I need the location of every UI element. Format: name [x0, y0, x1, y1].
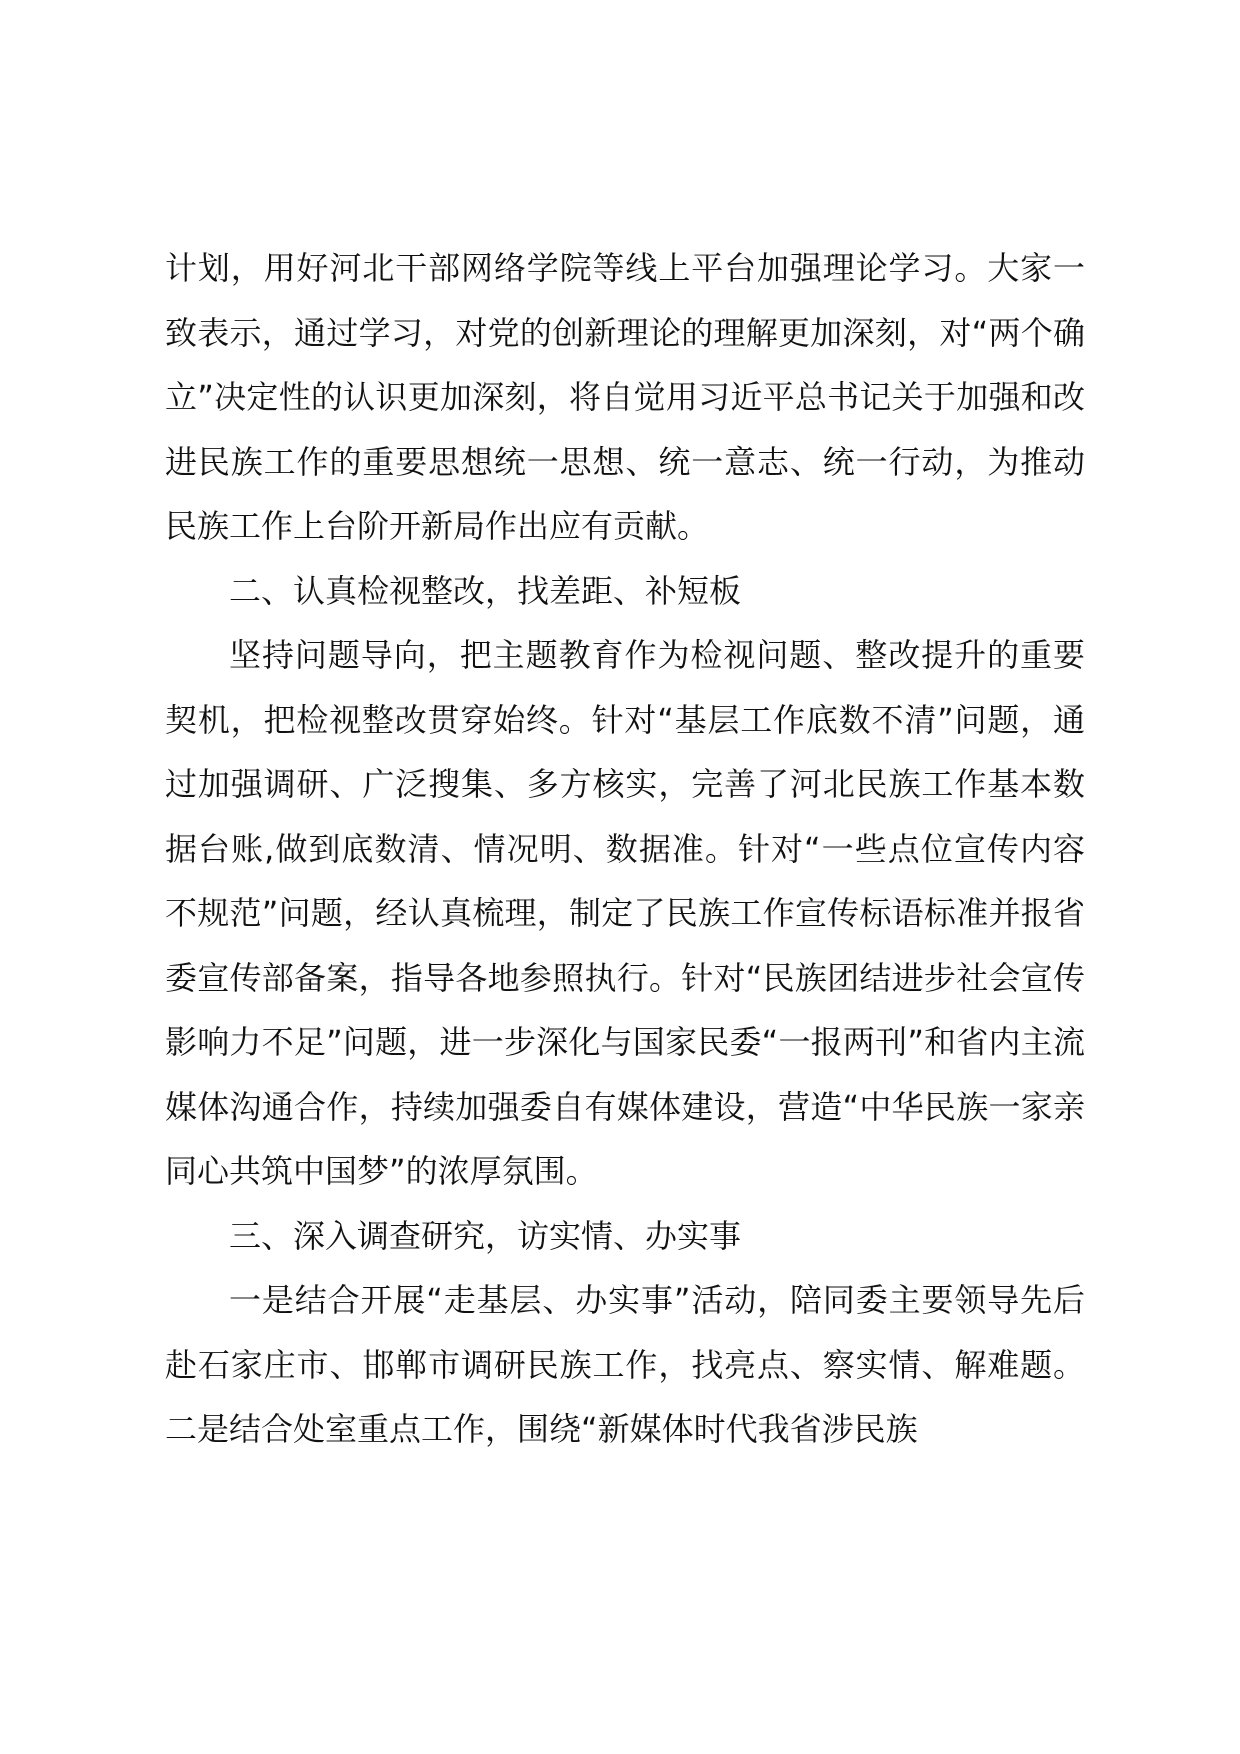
paragraph-rectification: 坚持问题导向，把主题教育作为检视问题、整改提升的重要契机，把检视整改贯穿始终。针对“基层工作底数不清”问题，通过加强调研、广泛搜集、多方核实，完善了河北民族工作基本数据台账,做到底数清、情况明、数据准。针对“一些点位宣传内容不规范”问题，经认真梳理，制定了民族工作宣传标语标准并报省委宣传部备案，指导各地参照执行。针对“民族团结进步社会宣传影响力不足”问题，进一步深化与国家民委“一报两刊”和省内主流媒体沟通合作，持续加强委自有媒体建设，营造“中华民族一家亲 同心共筑中国梦”的浓厚氛围。 [165, 636, 1085, 1190]
document-body [165, 236, 1085, 1462]
section-heading-2: 二、认真检视整改，找差距、补短板 [229, 571, 742, 610]
paragraph-research: 一是结合开展“走基层、办实事”活动，陪同委主要领导先后赴石家庄市、邯郸市调研民族工作，找亮点、察实情、解难题。二是结合处室重点工作，围绕“新媒体时代我省涉民族 [165, 1281, 1085, 1448]
section-heading-3: 三、深入调查研究，访实情、办实事 [229, 1216, 742, 1255]
paragraph-continued: 计划，用好河北干部网络学院等线上平台加强理论学习。大家一致表示，通过学习，对党的创新理论的理解更加深刻，对“两个确立”决定性的认识更加深刻，将自觉用习近平总书记关于加强和改进民族工作的重要思想统一思想、统一意志、统一行动，为推动民族工作上台阶开新局作出应有贡献。 [165, 249, 1085, 545]
